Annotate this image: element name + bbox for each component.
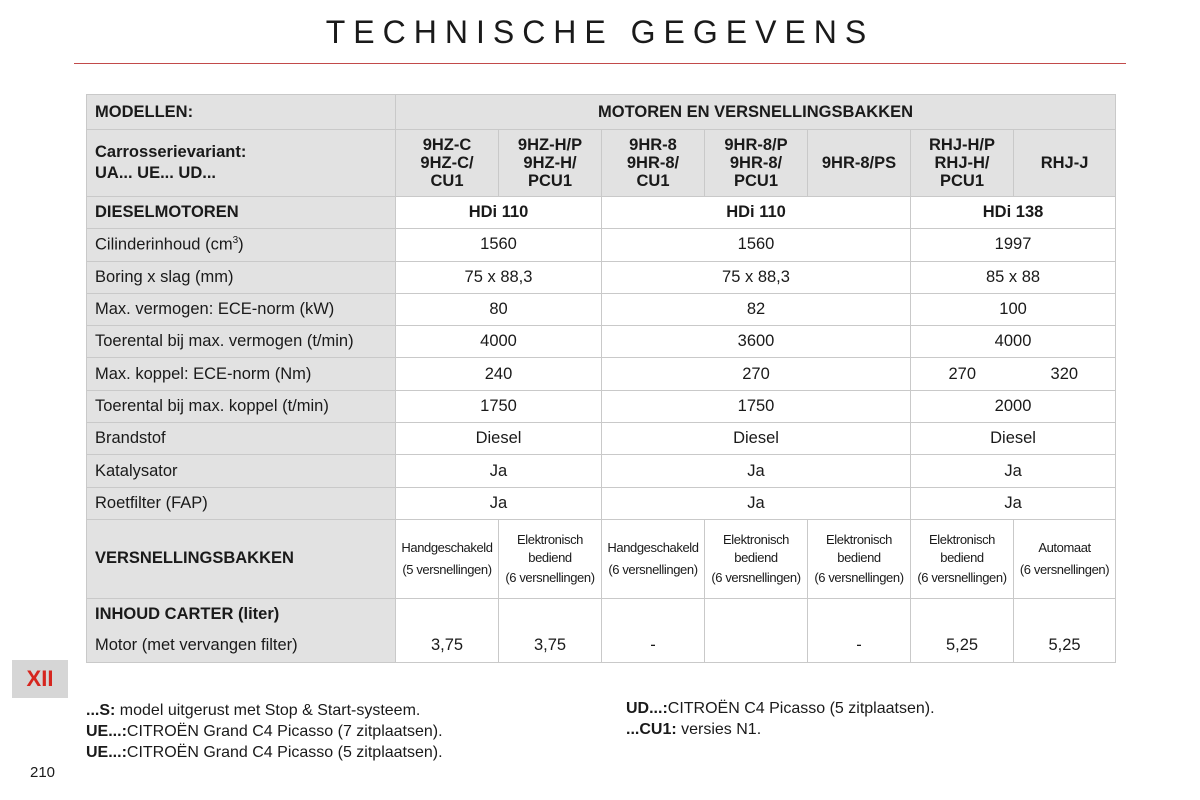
spec-value: 1750 bbox=[602, 390, 911, 422]
variant-header bbox=[911, 130, 1014, 197]
spec-row bbox=[87, 261, 1116, 293]
variant-header bbox=[808, 130, 911, 197]
spec-label: Boring x slag (mm) bbox=[87, 261, 396, 293]
gearbox-cell bbox=[808, 519, 911, 598]
gearbox-line: (6 versnellingen) bbox=[711, 569, 801, 585]
spec-value: Ja bbox=[911, 487, 1116, 519]
spec-value: Ja bbox=[396, 455, 602, 487]
spec-value: 1750 bbox=[396, 390, 602, 422]
spec-value: Diesel bbox=[396, 423, 602, 455]
spec-row bbox=[87, 326, 1116, 358]
variant-line: 9HR-8 bbox=[629, 136, 677, 154]
spec-label: Toerental bij max. koppel (t/min) bbox=[87, 390, 396, 422]
variant-line: 9HR-8/ bbox=[729, 154, 783, 172]
spec-value: Ja bbox=[911, 455, 1116, 487]
spec-table bbox=[86, 94, 1116, 663]
variant-label: Carrosserievariant: bbox=[95, 143, 247, 161]
variant-line: CU1 bbox=[430, 172, 464, 190]
spec-row bbox=[87, 293, 1116, 325]
carter-value: 3,75 bbox=[396, 630, 499, 662]
variant-codes: UA... UE... UD... bbox=[95, 164, 217, 182]
engine-heading-row bbox=[87, 197, 1116, 229]
header-row-variants bbox=[87, 130, 1116, 197]
spec-value: 1560 bbox=[602, 229, 911, 261]
empty-cell bbox=[499, 598, 602, 630]
gearbox-line: bediend bbox=[837, 549, 881, 565]
carter-value: 5,25 bbox=[911, 630, 1014, 662]
spec-value: 3600 bbox=[602, 326, 911, 358]
spec-label: Cilinderinhoud $(cm^3)$ bbox=[87, 229, 396, 261]
spec-value: 4000 bbox=[396, 326, 602, 358]
engine-name: HDi 138 bbox=[911, 197, 1116, 229]
carter-value: 3,75 bbox=[499, 630, 602, 662]
spec-value: Diesel bbox=[602, 423, 911, 455]
carter-row bbox=[87, 630, 1116, 662]
variant-line: 9HZ-C bbox=[422, 136, 472, 154]
variant-header bbox=[705, 130, 808, 197]
gearbox-line: (6 versnellingen) bbox=[814, 569, 904, 585]
empty-cell bbox=[1014, 598, 1116, 630]
spec-label: Brandstof bbox=[87, 423, 396, 455]
gearbox-cell bbox=[602, 519, 705, 598]
gearbox-line: (5 versnellingen) bbox=[402, 561, 492, 577]
gearbox-cell bbox=[499, 519, 602, 598]
spec-value: 270 bbox=[602, 358, 911, 390]
gearbox-line: Elektronisch bbox=[516, 531, 583, 547]
gearbox-line: bediend bbox=[940, 549, 984, 565]
carter-value: 5,25 bbox=[1014, 630, 1116, 662]
carter-heading-row bbox=[87, 598, 1116, 630]
spec-label: Roetfilter (FAP) bbox=[87, 487, 396, 519]
empty-cell bbox=[911, 598, 1014, 630]
spec-value: 320 bbox=[1014, 358, 1116, 390]
gearbox-line: (6 versnellingen) bbox=[505, 569, 595, 585]
variant-line: PCU1 bbox=[939, 172, 984, 190]
spec-value: 75 x 88,3 bbox=[602, 261, 911, 293]
gearbox-line: (6 versnellingen) bbox=[1019, 561, 1110, 577]
spec-value: 75 x 88,3 bbox=[396, 261, 602, 293]
spec-label: Max. vermogen: ECE-norm (kW) bbox=[87, 293, 396, 325]
gearbox-cell bbox=[911, 519, 1014, 598]
variant-line: 9HZ-H/ bbox=[523, 154, 577, 172]
spec-value: 240 bbox=[396, 358, 602, 390]
spec-value: 2000 bbox=[911, 390, 1116, 422]
gearbox-line: Elektronisch bbox=[825, 531, 892, 547]
variant-line: 9HZ-H/P bbox=[517, 136, 583, 154]
variant-label-cell bbox=[87, 130, 396, 197]
empty-cell bbox=[602, 598, 705, 630]
gearbox-cell bbox=[705, 519, 808, 598]
spec-value: Ja bbox=[396, 487, 602, 519]
spec-row bbox=[87, 455, 1116, 487]
spec-label: Toerental bij max. vermogen (t/min) bbox=[87, 326, 396, 358]
spec-value: Ja bbox=[602, 487, 911, 519]
spec-value: 80 bbox=[396, 293, 602, 325]
spec-row bbox=[87, 358, 1116, 390]
variant-header bbox=[1014, 130, 1116, 197]
gearbox-cell bbox=[396, 519, 499, 598]
variant-line: RHJ-J bbox=[1040, 154, 1089, 172]
gearbox-line: Elektronisch bbox=[928, 531, 995, 547]
variant-line: 9HZ-C/ bbox=[420, 154, 474, 172]
engine-name: HDi 110 bbox=[396, 197, 602, 229]
gearbox-line: bediend bbox=[734, 549, 778, 565]
spec-value: 85 x 88 bbox=[911, 261, 1116, 293]
title-divider bbox=[74, 63, 1126, 64]
footnote: ...S: model uitgerust met Stop & Start-systeem. bbox=[86, 702, 421, 719]
gearbox-cell bbox=[1014, 519, 1116, 598]
variant-line: 9HR-8/ bbox=[626, 154, 680, 172]
variant-header bbox=[602, 130, 705, 197]
spec-value: 270 bbox=[911, 358, 1014, 390]
footnote: UE...:CITROËN Grand C4 Picasso (5 zitplaatsen). bbox=[86, 744, 443, 761]
gearbox-heading: VERSNELLINGSBAKKEN bbox=[87, 519, 396, 598]
spec-value: Ja bbox=[602, 455, 911, 487]
chapter-tab[interactable]: XII bbox=[12, 660, 68, 698]
empty-cell bbox=[396, 598, 499, 630]
variant-line: RHJ-H/ bbox=[934, 154, 990, 172]
spec-value: 100 bbox=[911, 293, 1116, 325]
gearbox-line: Elektronisch bbox=[722, 531, 789, 547]
variant-line: 9HR-8/PS bbox=[821, 154, 897, 172]
empty-cell bbox=[808, 598, 911, 630]
gearbox-line: Automaat bbox=[1038, 539, 1091, 555]
spec-value: 4000 bbox=[911, 326, 1116, 358]
carter-value: - bbox=[808, 630, 911, 662]
page-title: TECHNISCHE GEGEVENS bbox=[325, 14, 875, 50]
spec-row bbox=[87, 229, 1116, 261]
engine-name: HDi 110 bbox=[602, 197, 911, 229]
spec-row bbox=[87, 423, 1116, 455]
header-row-models bbox=[87, 95, 1116, 130]
variant-line: RHJ-H/P bbox=[928, 136, 995, 154]
variant-line: CU1 bbox=[636, 172, 670, 190]
gearbox-line: Handgeschakeld bbox=[401, 539, 493, 555]
footnotes-left bbox=[86, 700, 443, 763]
variant-header bbox=[499, 130, 602, 197]
variant-header bbox=[396, 130, 499, 197]
spec-value: 1997 bbox=[911, 229, 1116, 261]
engines-gearboxes-label: MOTOREN EN VERSNELLINGSBAKKEN bbox=[396, 95, 1116, 130]
models-label: MODELLEN: bbox=[87, 95, 396, 130]
page-number: 210 bbox=[30, 764, 56, 781]
footnotes-right bbox=[626, 698, 935, 740]
spec-value: Diesel bbox=[911, 423, 1116, 455]
spec-value: 1560 bbox=[396, 229, 602, 261]
gearbox-line: (6 versnellingen) bbox=[608, 561, 698, 577]
gearbox-line: Handgeschakeld bbox=[607, 539, 699, 555]
diesel-heading: DIESELMOTOREN bbox=[87, 197, 396, 229]
carter-heading: INHOUD CARTER (liter) bbox=[87, 598, 396, 630]
gearbox-row bbox=[87, 519, 1116, 598]
variant-line: PCU1 bbox=[733, 172, 778, 190]
gearbox-line: bediend bbox=[528, 549, 572, 565]
empty-cell bbox=[705, 598, 808, 630]
carter-value: - bbox=[602, 630, 705, 662]
carter-value bbox=[705, 630, 808, 662]
spec-label: Katalysator bbox=[87, 455, 396, 487]
footnote: UD...:CITROËN C4 Picasso (5 zitplaatsen). bbox=[626, 700, 935, 717]
variant-line: PCU1 bbox=[527, 172, 572, 190]
gearbox-line: (6 versnellingen) bbox=[917, 569, 1007, 585]
footnote: ...CU1: versies N1. bbox=[626, 721, 762, 738]
footnote: UE...:CITROËN Grand C4 Picasso (7 zitplaatsen). bbox=[86, 723, 443, 740]
spec-row bbox=[87, 487, 1116, 519]
carter-label: Motor (met vervangen filter) bbox=[87, 630, 396, 662]
variant-line: 9HR-8/P bbox=[724, 136, 788, 154]
spec-row bbox=[87, 390, 1116, 422]
spec-label: Max. koppel: ECE-norm (Nm) bbox=[87, 358, 396, 390]
spec-value: 82 bbox=[602, 293, 911, 325]
